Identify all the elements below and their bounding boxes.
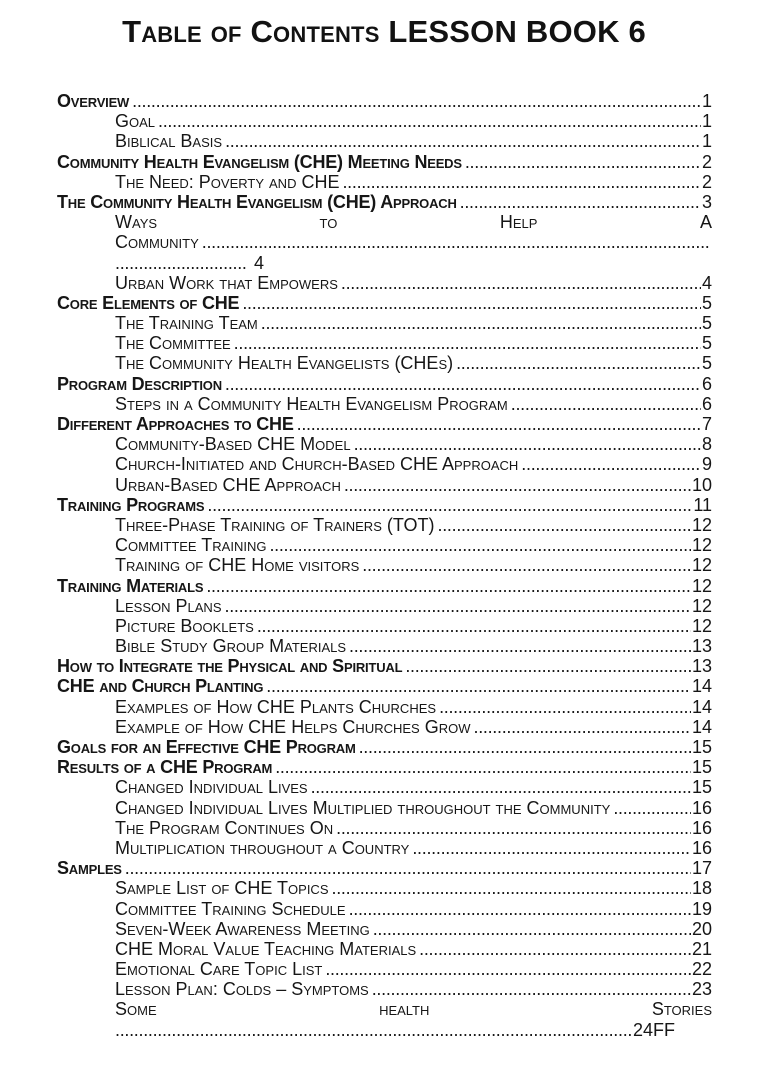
toc-entry-label: Changed Individual Lives bbox=[115, 777, 308, 798]
dot-leader bbox=[263, 676, 691, 696]
toc-entry-label: Picture Booklets bbox=[115, 615, 254, 636]
toc-entry-label: The Program Continues On bbox=[115, 817, 334, 838]
toc-entry-label: Emotional Care Topic List bbox=[115, 959, 323, 980]
page-number: 16 bbox=[691, 797, 712, 818]
dot-leader bbox=[129, 91, 701, 111]
toc-entry-label: Three-Phase Training of Trainers (TOT) bbox=[115, 514, 435, 535]
dot-leader bbox=[409, 838, 691, 858]
page-number: 18 bbox=[691, 878, 712, 899]
dot-leader bbox=[239, 293, 701, 313]
toc-entry-label: Multiplication throughout a Country bbox=[115, 837, 410, 858]
toc-entry-label: Biblical Basis bbox=[115, 131, 223, 152]
page-number: 3 bbox=[701, 191, 712, 212]
table-of-contents bbox=[57, 91, 712, 1040]
toc-entry-label: Training Programs bbox=[57, 494, 205, 515]
toc-entry-word: A bbox=[699, 212, 712, 233]
dot-leader bbox=[115, 1020, 633, 1040]
toc-entry bbox=[57, 212, 712, 232]
toc-entry-word: Some bbox=[115, 999, 157, 1020]
page-number: 22 bbox=[691, 959, 712, 980]
toc-entry-label: Different Approaches to CHE bbox=[57, 414, 294, 434]
toc-entry bbox=[57, 152, 712, 172]
dot-leader bbox=[351, 434, 701, 454]
toc-entry bbox=[57, 798, 712, 818]
toc-entry bbox=[57, 878, 712, 898]
toc-entry-label: Lesson Plans bbox=[115, 595, 222, 616]
page-number: 1 bbox=[701, 91, 712, 111]
toc-entry-word: health bbox=[379, 999, 430, 1020]
toc-entry bbox=[57, 454, 712, 474]
toc-entry bbox=[57, 232, 712, 252]
page-number: 5 bbox=[701, 333, 712, 354]
dot-leader bbox=[402, 656, 691, 676]
toc-entry-label: Results of a CHE Program bbox=[57, 757, 273, 778]
dot-leader bbox=[356, 737, 691, 757]
toc-entry-word: Stories bbox=[651, 999, 712, 1020]
dot-leader bbox=[333, 818, 691, 838]
dot-leader bbox=[199, 232, 711, 252]
page-number: 24FF bbox=[633, 1019, 676, 1040]
dot-leader bbox=[322, 959, 691, 979]
page-number: 13 bbox=[691, 636, 712, 657]
toc-entry-label: Sample List of CHE Topics bbox=[115, 878, 329, 899]
toc-entry-label: Example of How CHE Helps Churches Grow bbox=[115, 716, 471, 737]
toc-entry-label: Training of CHE Home visitors bbox=[115, 555, 360, 576]
toc-entry bbox=[57, 656, 712, 676]
toc-entry-word: Ways bbox=[115, 212, 158, 233]
toc-entry-label: The Committee bbox=[115, 333, 231, 354]
toc-entry-label: Program Description bbox=[57, 373, 222, 394]
page-number: 2 bbox=[701, 151, 712, 172]
dot-leader bbox=[416, 939, 691, 959]
toc-entry bbox=[57, 313, 712, 333]
toc-entry bbox=[57, 131, 712, 151]
toc-entry bbox=[57, 576, 712, 596]
toc-entry-label: Goals for an Effective CHE Program bbox=[57, 737, 356, 757]
toc-entry bbox=[57, 91, 712, 111]
toc-entry-label: Committee Training Schedule bbox=[115, 898, 346, 919]
toc-entry-label: Examples of How CHE Plants Churches bbox=[115, 696, 437, 717]
toc-entry-label: The Community Health Evangelists (CHEs) bbox=[115, 353, 454, 374]
toc-entry bbox=[57, 919, 712, 939]
page-number: 12 bbox=[691, 615, 712, 636]
dot-leader bbox=[203, 576, 691, 596]
page-number: 14 bbox=[691, 696, 712, 717]
page-number: 5 bbox=[701, 313, 712, 334]
toc-entry bbox=[57, 293, 712, 313]
toc-entry-label: The Need: Poverty and CHE bbox=[115, 171, 340, 192]
toc-entry bbox=[57, 697, 712, 717]
toc-entry bbox=[57, 676, 712, 696]
toc-entry bbox=[57, 858, 712, 878]
dot-leader bbox=[339, 172, 701, 192]
page-number: 12 bbox=[691, 535, 712, 556]
toc-entry-label: CHE Moral Value Teaching Materials bbox=[115, 938, 417, 959]
dot-leader bbox=[462, 152, 701, 172]
toc-entry bbox=[57, 414, 712, 434]
toc-entry bbox=[57, 515, 712, 535]
toc-entry-label: CHE and Church Planting bbox=[57, 676, 264, 697]
toc-entry-label: Community-Based CHE Model bbox=[115, 434, 351, 455]
dot-leader bbox=[329, 878, 691, 898]
toc-entry-label: Core Elements of CHE bbox=[57, 292, 240, 313]
dot-leader bbox=[453, 353, 701, 373]
toc-entry-label: Training Materials bbox=[57, 575, 204, 596]
toc-entry bbox=[57, 959, 712, 979]
page-number: 13 bbox=[691, 656, 712, 677]
page-number: 16 bbox=[691, 837, 712, 858]
toc-entry bbox=[57, 353, 712, 373]
toc-entry-label: The Training Team bbox=[115, 313, 258, 334]
dot-leader bbox=[369, 979, 691, 999]
toc-entry bbox=[57, 818, 712, 838]
page-number: 15 bbox=[691, 777, 712, 798]
toc-entry bbox=[57, 737, 712, 757]
page-number: 14 bbox=[691, 676, 712, 697]
dot-leader bbox=[508, 394, 701, 414]
page-number: 5 bbox=[701, 353, 712, 374]
page-number: 1 bbox=[701, 111, 712, 132]
page-number: 6 bbox=[701, 393, 712, 414]
toc-entry bbox=[57, 111, 712, 131]
dot-leader bbox=[294, 414, 701, 434]
toc-entry bbox=[57, 999, 712, 1019]
dot-leader bbox=[254, 616, 691, 636]
toc-entry bbox=[57, 777, 712, 797]
toc-entry bbox=[57, 636, 712, 656]
toc-entry bbox=[57, 535, 712, 555]
toc-entry-label: Committee Training bbox=[115, 535, 267, 556]
toc-entry bbox=[57, 555, 712, 575]
toc-entry bbox=[57, 172, 712, 192]
toc-entry-word: Help bbox=[499, 212, 538, 233]
page-number: 17 bbox=[691, 858, 712, 879]
dot-leader bbox=[338, 273, 701, 293]
page-number: 23 bbox=[691, 979, 712, 1000]
dot-leader bbox=[457, 192, 701, 212]
page-number: 14 bbox=[691, 716, 712, 737]
dot-leader bbox=[435, 515, 691, 535]
toc-entry-label: The Community Health Evangelism (CHE) Approach bbox=[57, 191, 457, 212]
toc-entry bbox=[57, 596, 712, 616]
page-number: 20 bbox=[691, 918, 712, 939]
dot-leader bbox=[122, 858, 691, 878]
dot-leader bbox=[231, 333, 701, 353]
toc-entry-label: Church-Initiated and Church-Based CHE Approach bbox=[115, 454, 519, 475]
page-number: 6 bbox=[701, 373, 712, 394]
page-number: 4 bbox=[254, 252, 265, 273]
toc-entry-label: How to Integrate the Physical and Spiritual bbox=[57, 656, 403, 677]
toc-entry bbox=[57, 616, 712, 636]
page-number: 4 bbox=[701, 272, 712, 293]
page-number: 12 bbox=[691, 575, 712, 596]
dot-leader bbox=[204, 495, 692, 515]
toc-entry-label: Goal bbox=[115, 111, 156, 132]
toc-entry bbox=[57, 475, 712, 495]
toc-entry bbox=[57, 1020, 712, 1040]
dot-leader bbox=[222, 596, 691, 616]
toc-entry-label: Community Health Evangelism (CHE) Meeting Needs bbox=[57, 151, 462, 172]
dot-leader bbox=[471, 717, 691, 737]
page-number: 8 bbox=[701, 434, 712, 455]
toc-entry bbox=[57, 979, 712, 999]
page-number: 5 bbox=[701, 292, 712, 313]
dot-leader bbox=[346, 636, 691, 656]
toc-entry-word: to bbox=[319, 212, 338, 233]
toc-entry bbox=[57, 899, 712, 919]
page-title: Table of Contents LESSON BOOK 6 bbox=[122, 14, 646, 49]
toc-entry-label: Seven-Week Awareness Meeting bbox=[115, 918, 370, 939]
toc-entry bbox=[57, 333, 712, 353]
dot-leader bbox=[436, 697, 691, 717]
toc-entry bbox=[57, 273, 712, 293]
toc-entry-label: Overview bbox=[57, 91, 130, 111]
toc-entry bbox=[57, 434, 712, 454]
toc-entry-label: Samples bbox=[57, 858, 122, 879]
toc-entry-label: Urban Work that Empowers bbox=[115, 272, 338, 293]
toc-entry bbox=[57, 838, 712, 858]
page-number: 12 bbox=[691, 555, 712, 576]
toc-entry bbox=[57, 253, 712, 273]
toc-entry bbox=[57, 192, 712, 212]
page-number: 9 bbox=[701, 454, 712, 475]
dot-leader bbox=[272, 757, 691, 777]
toc-entry bbox=[57, 717, 712, 737]
dot-leader bbox=[610, 798, 691, 818]
page-number: 10 bbox=[691, 474, 712, 495]
dot-leader bbox=[258, 313, 701, 333]
dot-leader bbox=[115, 253, 247, 273]
toc-entry bbox=[57, 495, 712, 515]
page-number: 19 bbox=[691, 898, 712, 919]
dot-leader bbox=[155, 111, 701, 131]
page-number: 7 bbox=[701, 414, 712, 434]
dot-leader bbox=[518, 454, 701, 474]
dot-leader bbox=[370, 919, 691, 939]
toc-entry-label: Community bbox=[115, 232, 199, 253]
toc-entry bbox=[57, 394, 712, 414]
page-number: 11 bbox=[693, 494, 712, 515]
dot-leader bbox=[341, 475, 691, 495]
page-number: 2 bbox=[701, 171, 712, 192]
toc-entry-label: Lesson Plan: Colds – Symptoms bbox=[115, 979, 369, 1000]
dot-leader bbox=[222, 374, 701, 394]
toc-entry bbox=[57, 757, 712, 777]
toc-entry-label: Steps in a Community Health Evangelism Program bbox=[115, 393, 508, 414]
dot-leader bbox=[266, 535, 691, 555]
page-number: 21 bbox=[691, 938, 712, 959]
dot-leader bbox=[359, 555, 691, 575]
toc-entry-label: Changed Individual Lives Multiplied throughout the Community bbox=[115, 797, 611, 818]
toc-entry-label: Urban-Based CHE Approach bbox=[115, 474, 341, 495]
toc-entry-label: Bible Study Group Materials bbox=[115, 636, 347, 657]
toc-entry bbox=[57, 374, 712, 394]
page-number: 15 bbox=[691, 737, 712, 757]
dot-leader bbox=[222, 131, 701, 151]
page-number: 1 bbox=[701, 131, 712, 152]
page-number: 16 bbox=[691, 817, 712, 838]
page-number: 12 bbox=[691, 595, 712, 616]
toc-entry bbox=[57, 939, 712, 959]
dot-leader bbox=[346, 899, 691, 919]
page-number: 12 bbox=[691, 514, 712, 535]
page-number: 15 bbox=[691, 757, 712, 778]
dot-leader bbox=[308, 777, 691, 797]
